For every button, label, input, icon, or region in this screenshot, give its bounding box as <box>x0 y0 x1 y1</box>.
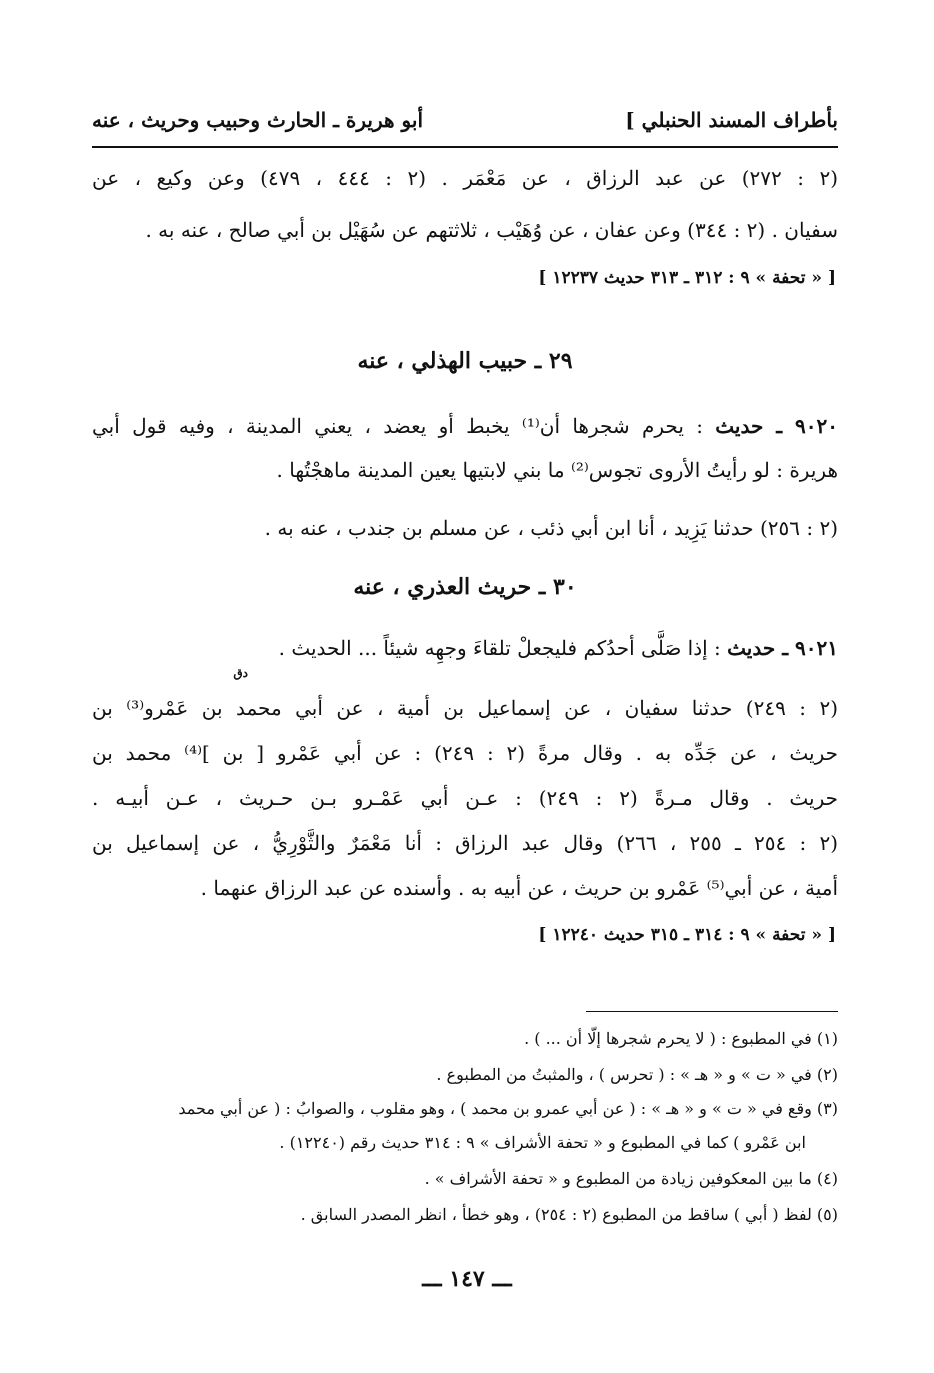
hadith-text: : يحرم شجرها أن⁽¹⁾ يخبط أو يعضد ، يعني المدينة ، وفيه قول أبي <box>92 414 703 438</box>
isnad-line: (٢ : ٢٥٤ ـ ٢٥٥ ، ٢٦٦) وقال عبد الرزاق : أنا مَعْمَرٌ والثَّوْرِيُّ ، عن إسماعيل بن <box>92 831 839 855</box>
footnote-1: (١) في المطبوع : ( لا يحرم شجرها إلّا أن ... ) . <box>524 1029 838 1048</box>
header-section-title: أبو هريرة ـ الحارث وحبيب وحريث ، عنه <box>92 108 423 132</box>
header-rule <box>92 146 838 148</box>
section-heading: ٣٠ ـ حريث العذري ، عنه <box>353 574 577 600</box>
hadith-text: : إذا صَلَّى أحدُكم فليجعلْ تلقاءَ وجهِه شيئاً ... الحديث . <box>278 636 721 660</box>
hadith-number: ٩٠٢١ ـ حديث <box>727 636 838 660</box>
running-header <box>92 102 838 140</box>
isnad-line: (٢ : ٢٥٦) حدثنا يَزِيد ، أنا ابن أبي ذئب ، عن مسلم بن جندب ، عنه به . <box>264 516 838 540</box>
text-line: سفيان . (٢ : ٣٤٤) وعن عفان ، عن وُهَيْب ، ثلاثتهم عن سُهَيْل بن أبي صالح ، عنه به . <box>145 218 838 242</box>
footnote-3: (٣) وقع في « ت » و « هـ » : ( عن أبي عمرو بن محمد ) ، وهو مقلوب ، والصوابُ : ( عن أبي محمد <box>178 1099 838 1118</box>
footnote-3-continued: ابن عَمْرو ) كما في المطبوع و « تحفة الأشراف » ٩ : ٣١٤ حديث رقم (١٢٢٤٠) . <box>279 1133 806 1152</box>
footnote-2: (٢) في « ت » و « هـ » : ( تحرس ) ، والمثبتُ من المطبوع . <box>436 1065 838 1084</box>
isnad-line: أمية ، عن أبي⁽⁵⁾ عَمْرو بن حريث ، عن أبيه به . وأسنده عن عبد الرزاق عنهما . <box>200 876 838 900</box>
tuhfa-reference: [ « تحفة » ٩ : ٣١٤ ـ ٣١٥ حديث ١٢٢٤٠ ] <box>538 925 836 945</box>
hadith-line <box>92 408 838 444</box>
siglum-mark: دق <box>233 666 248 680</box>
footnote-rule <box>586 1011 838 1012</box>
header-book-title: بأطراف المسند الحنبلي ] <box>625 108 838 132</box>
section-heading: ٢٩ ـ حبيب الهذلي ، عنه <box>357 348 573 374</box>
hadith-text-line: هريرة : لو رأيتُ الأروى تجوس⁽²⁾ ما بني لابتيها يعين المدينة ماهجْتُها . <box>276 458 838 482</box>
text-line: (٢ : ٢٧٢) عن عبد الرزاق ، عن مَعْمَر . (٢ : ٤٤٤ ، ٤٧٩) وعن وكيع ، عن <box>92 166 839 190</box>
footnote-4: (٤) ما بين المعكوفين زيادة من المطبوع و « تحفة الأشراف » . <box>424 1169 838 1188</box>
isnad-line: حريث ، عن جَدِّه به . وقال مرةً (٢ : ٢٤٩) : عن أبي عَمْرو [ بن ]⁽⁴⁾ محمد بن <box>92 741 839 765</box>
tuhfa-reference: [ « تحفة » ٩ : ٣١٢ ـ ٣١٣ حديث ١٢٢٣٧ ] <box>538 268 836 288</box>
isnad-line: حريث . وقال مـرةً (٢ : ٢٤٩) : عـن أبي عَمْـرو بـن حـريث ، عـن أبيـه . <box>92 786 839 810</box>
hadith-number: ٩٠٢٠ ـ حديث <box>715 414 838 438</box>
isnad-line: (٢ : ٢٤٩) حدثنا سفيان ، عن إسماعيل بن أمية ، عن أبي محمد بن عَمْرو⁽³⁾ بن <box>92 696 839 720</box>
hadith-line <box>92 630 838 666</box>
page-number: ـــ ١٤٧ ـــ <box>422 1266 512 1292</box>
footnote-5: (٥) لفظ ( أبي ) ساقط من المطبوع (٢ : ٢٥٤) ، وهو خطأ ، انظر المصدر السابق . <box>300 1205 838 1224</box>
